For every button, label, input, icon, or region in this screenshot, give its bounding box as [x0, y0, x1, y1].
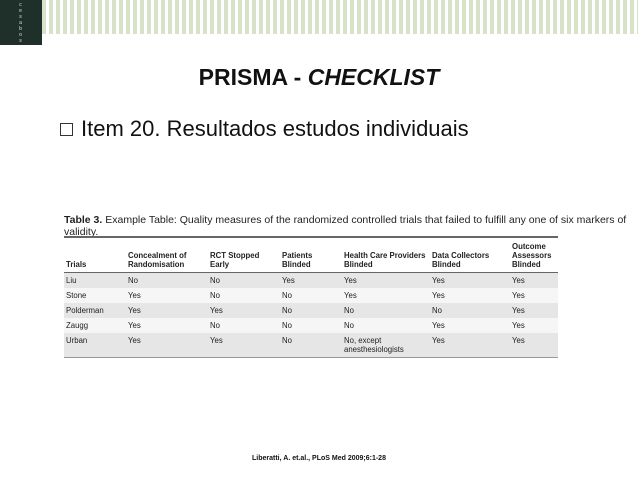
table-cell: Yes: [126, 288, 208, 303]
column-header: Concealment of Randomisation: [126, 237, 208, 273]
table-cell: No: [342, 303, 430, 318]
table-cell: No: [280, 318, 342, 333]
table-cell: Yes: [126, 333, 208, 358]
logo-letter: e: [19, 7, 23, 14]
table-cell: Yes: [430, 273, 510, 289]
table-cell: Yes: [208, 303, 280, 318]
table-cell: Yes: [208, 333, 280, 358]
column-header: Trials: [64, 237, 126, 273]
slide-title: [0, 64, 638, 91]
table-cell: Yes: [510, 318, 558, 333]
table-caption-label: Table 3.: [64, 214, 103, 226]
table-cell: No: [430, 303, 510, 318]
table-cell: Yes: [510, 288, 558, 303]
table-cell: No: [208, 273, 280, 289]
table-cell: Polderman: [64, 303, 126, 318]
table-cell: No: [280, 288, 342, 303]
table-row: [64, 318, 558, 333]
table-cell: Yes: [126, 303, 208, 318]
checkbox-bullet-icon: [60, 123, 73, 136]
table-caption: [64, 214, 638, 238]
citation-footer: Liberatti, A. et.al., PLoS Med 2009;6:1-28: [252, 455, 386, 462]
table-cell: No: [342, 318, 430, 333]
table-cell: Yes: [510, 333, 558, 358]
column-header: Data Collectors Blinded: [430, 237, 510, 273]
table-cell: Yes: [126, 318, 208, 333]
logo: [0, 0, 42, 45]
column-header: Health Care Providers Blinded: [342, 237, 430, 273]
table-cell: Yes: [430, 288, 510, 303]
table-cell: No: [126, 273, 208, 289]
table-row: [64, 303, 558, 318]
table-row: [64, 333, 558, 358]
table-cell: Yes: [342, 288, 430, 303]
table-cell: Yes: [510, 303, 558, 318]
table-cell: Yes: [510, 273, 558, 289]
logo-letter: b: [19, 25, 23, 32]
table-row: [64, 273, 558, 289]
bullet-item: [60, 116, 469, 142]
column-header: Patients Blinded: [280, 237, 342, 273]
slide-title-bold: PRISMA -: [198, 64, 308, 90]
quality-table: [64, 236, 558, 358]
table-cell: No: [208, 318, 280, 333]
logo-letter: c: [19, 1, 23, 8]
column-header: RCT Stopped Early: [208, 237, 280, 273]
table-cell: Yes: [430, 333, 510, 358]
logo-letter: s: [19, 37, 23, 44]
logo-letter: s: [19, 13, 23, 20]
column-header: Outcome Assessors Blinded: [510, 237, 558, 273]
slide-title-italic: CHECKLIST: [307, 64, 440, 90]
table-cell: No: [280, 333, 342, 358]
logo-letter: a: [19, 19, 23, 26]
table-cell: No: [208, 288, 280, 303]
table-header-row: [64, 237, 558, 273]
table-cell: Yes: [342, 273, 430, 289]
table-cell: Stone: [64, 288, 126, 303]
header-stripes: [42, 0, 638, 34]
table-caption-text: Example Table: Quality measures of the randomized controlled trials that failed to fulfill any one of six markers of validity.: [64, 214, 627, 238]
logo-letter: o: [19, 31, 23, 38]
table-cell: No, except anesthesiologists: [342, 333, 430, 358]
table-cell: Liu: [64, 273, 126, 289]
table-row: [64, 288, 558, 303]
table-cell: Urban: [64, 333, 126, 358]
table-cell: Yes: [430, 318, 510, 333]
table-cell: Yes: [280, 273, 342, 289]
table-cell: No: [280, 303, 342, 318]
bullet-text: Item 20. Resultados estudos individuais: [81, 116, 469, 141]
table-cell: Zaugg: [64, 318, 126, 333]
